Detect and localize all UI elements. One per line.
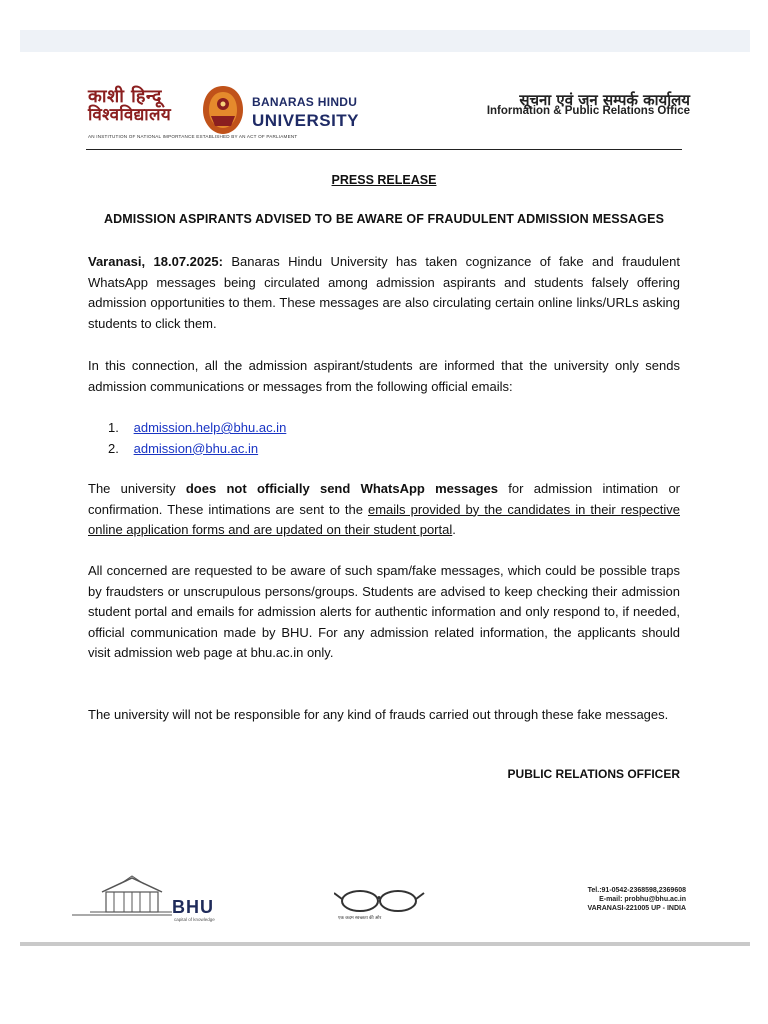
paragraph-3-start: The university: [88, 481, 186, 496]
bhu-logo-text: BHU: [172, 897, 214, 917]
english-name-line2: UNIVERSITY: [252, 111, 360, 130]
headline: ADMISSION ASPIRANTS ADVISED TO BE AWARE OF FRAUDULENT ADMISSION MESSAGES: [103, 212, 665, 226]
paragraph-3-end: .: [452, 522, 456, 537]
glasses-caption: एक कदम स्वच्छता की ओर: [338, 915, 382, 920]
paragraph-1-text: Banaras Hindu University has taken cognizance of fake and fraudulent WhatsApp messages being circulated among admission aspirants and students falsely offering admission opportunities to them. These messages are also circulating certain online links/URLs asking students to click them.: [88, 254, 680, 331]
paragraph-3-mid: for admission intimation or confirmation. These intimations are sent to the: [88, 481, 680, 517]
paragraph-3-underlined: emails provided by the candidates in their respective online application forms and are updated on their student portal: [88, 501, 680, 537]
english-name-line1: BANARAS HINDU: [252, 95, 358, 109]
paragraph-2: In this connection, all the admission aspirant/students are informed that the university only sends admission communications or messages from the following official emails:: [88, 358, 680, 394]
paragraph-3-bold: does not officially send WhatsApp messages: [185, 481, 499, 496]
signoff: PUBLIC RELATIONS OFFICER: [507, 767, 680, 781]
bhu-building-logo-icon: [72, 874, 172, 925]
university-name-english: [252, 95, 359, 131]
contact-address: VARANASI-221005 UP - INDIA: [587, 905, 686, 912]
top-strip: [20, 30, 750, 52]
hindi-name-line1: काशी हिन्दू: [88, 86, 162, 107]
office-name-english: Information & Public Relations Office: [486, 105, 690, 117]
university-emblem-icon: [201, 84, 245, 141]
contact-details: [587, 886, 686, 913]
contact-phone: Tel.:91-0542-2368598,2369608: [587, 887, 686, 894]
tagline: AN INSTITUTION OF NATIONAL IMPORTANCE ESTABLISHED BY AN ACT OF PARLIAMENT: [88, 134, 298, 139]
paragraph-3: [88, 479, 680, 541]
email-list-item: [108, 439, 286, 460]
dateline: Varanasi, 18.07.2025:: [88, 254, 223, 269]
press-release-label: PRESS RELEASE: [331, 173, 437, 187]
email-list-item: [108, 418, 286, 439]
contact-email: E-mail: probhu@bhu.ac.in: [599, 896, 686, 903]
paragraph-5: The university will not be responsible for any kind of frauds carried out through these fake messages.: [88, 707, 669, 722]
email-number: 2.: [108, 440, 119, 456]
bhu-logo-subtext: capital of knowledge: [174, 917, 215, 922]
office-name-hindi: सूचना एवं जन सम्पर्क कार्यालय: [519, 91, 690, 109]
university-name-hindi: [88, 88, 171, 125]
paragraph-4: All concerned are requested to be aware of such spam/fake messages, which could be possible traps by fraudsters or unscrupulous persons/groups. Students are advised to keep checking their admission student portal and emails for admission alerts for authentic information and only respond to, if needed, official communication made by BHU. For any admission related information, the applicants should visit admission web page at bhu.ac.in only.: [88, 563, 680, 660]
email-link-admission-help[interactable]: admission.help@bhu.ac.in: [133, 420, 287, 435]
email-number: 1.: [108, 420, 119, 435]
header-divider: [86, 149, 682, 150]
official-email-list: [108, 418, 286, 459]
page-bottom-edge: [20, 942, 750, 946]
hindi-name-line2: विश्वविद्यालय: [88, 104, 171, 125]
email-link-admission[interactable]: admission@bhu.ac.in: [133, 440, 259, 456]
paragraph-1: [88, 252, 680, 334]
